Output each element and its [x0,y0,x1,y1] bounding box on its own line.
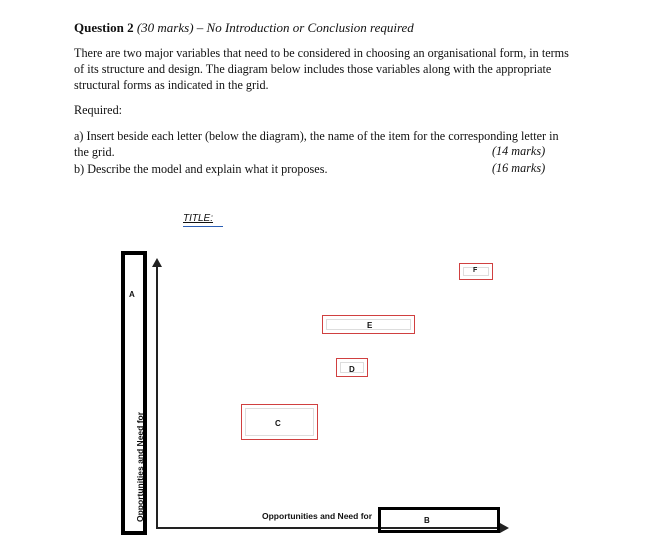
intro-paragraph: There are two major variables that need to be considered in choosing an organisational form, in terms of its structure and design. The diagram below includes those variables along with the appropriate structural forms as indicated in the grid. [74,46,569,92]
answer-box-b [378,507,500,533]
letter-e: E [367,321,373,330]
diagram-title: TITLE: [183,213,214,224]
y-axis [156,266,158,528]
question-heading [74,20,414,36]
question-label: Question 2 [74,20,134,35]
letter-b: B [424,516,430,525]
part-b-text: b) Describe the model and explain what it proposes. [74,162,328,176]
part-a-marks: (14 marks) [492,144,546,158]
question-marks: (30 marks) [136,20,194,35]
y-axis-arrow-icon [152,258,162,267]
part-b-marks: (16 marks) [492,161,546,175]
x-axis-label: Opportunities and Need for [262,511,373,521]
letter-d: D [349,365,355,374]
question-note: – No Introduction or Conclusion required [193,20,414,35]
letter-c: C [275,419,281,428]
y-axis-label: Opportunities and Need for [135,411,145,522]
x-axis-arrow-icon [500,523,509,533]
part-a-text: a) Insert beside each letter (below the diagram), the name of the item for the corresponding letter in the grid. [74,129,559,159]
title-underline [183,226,223,227]
letter-a: A [129,290,135,299]
letter-f: F [473,267,478,274]
required-label: Required: [74,103,123,117]
